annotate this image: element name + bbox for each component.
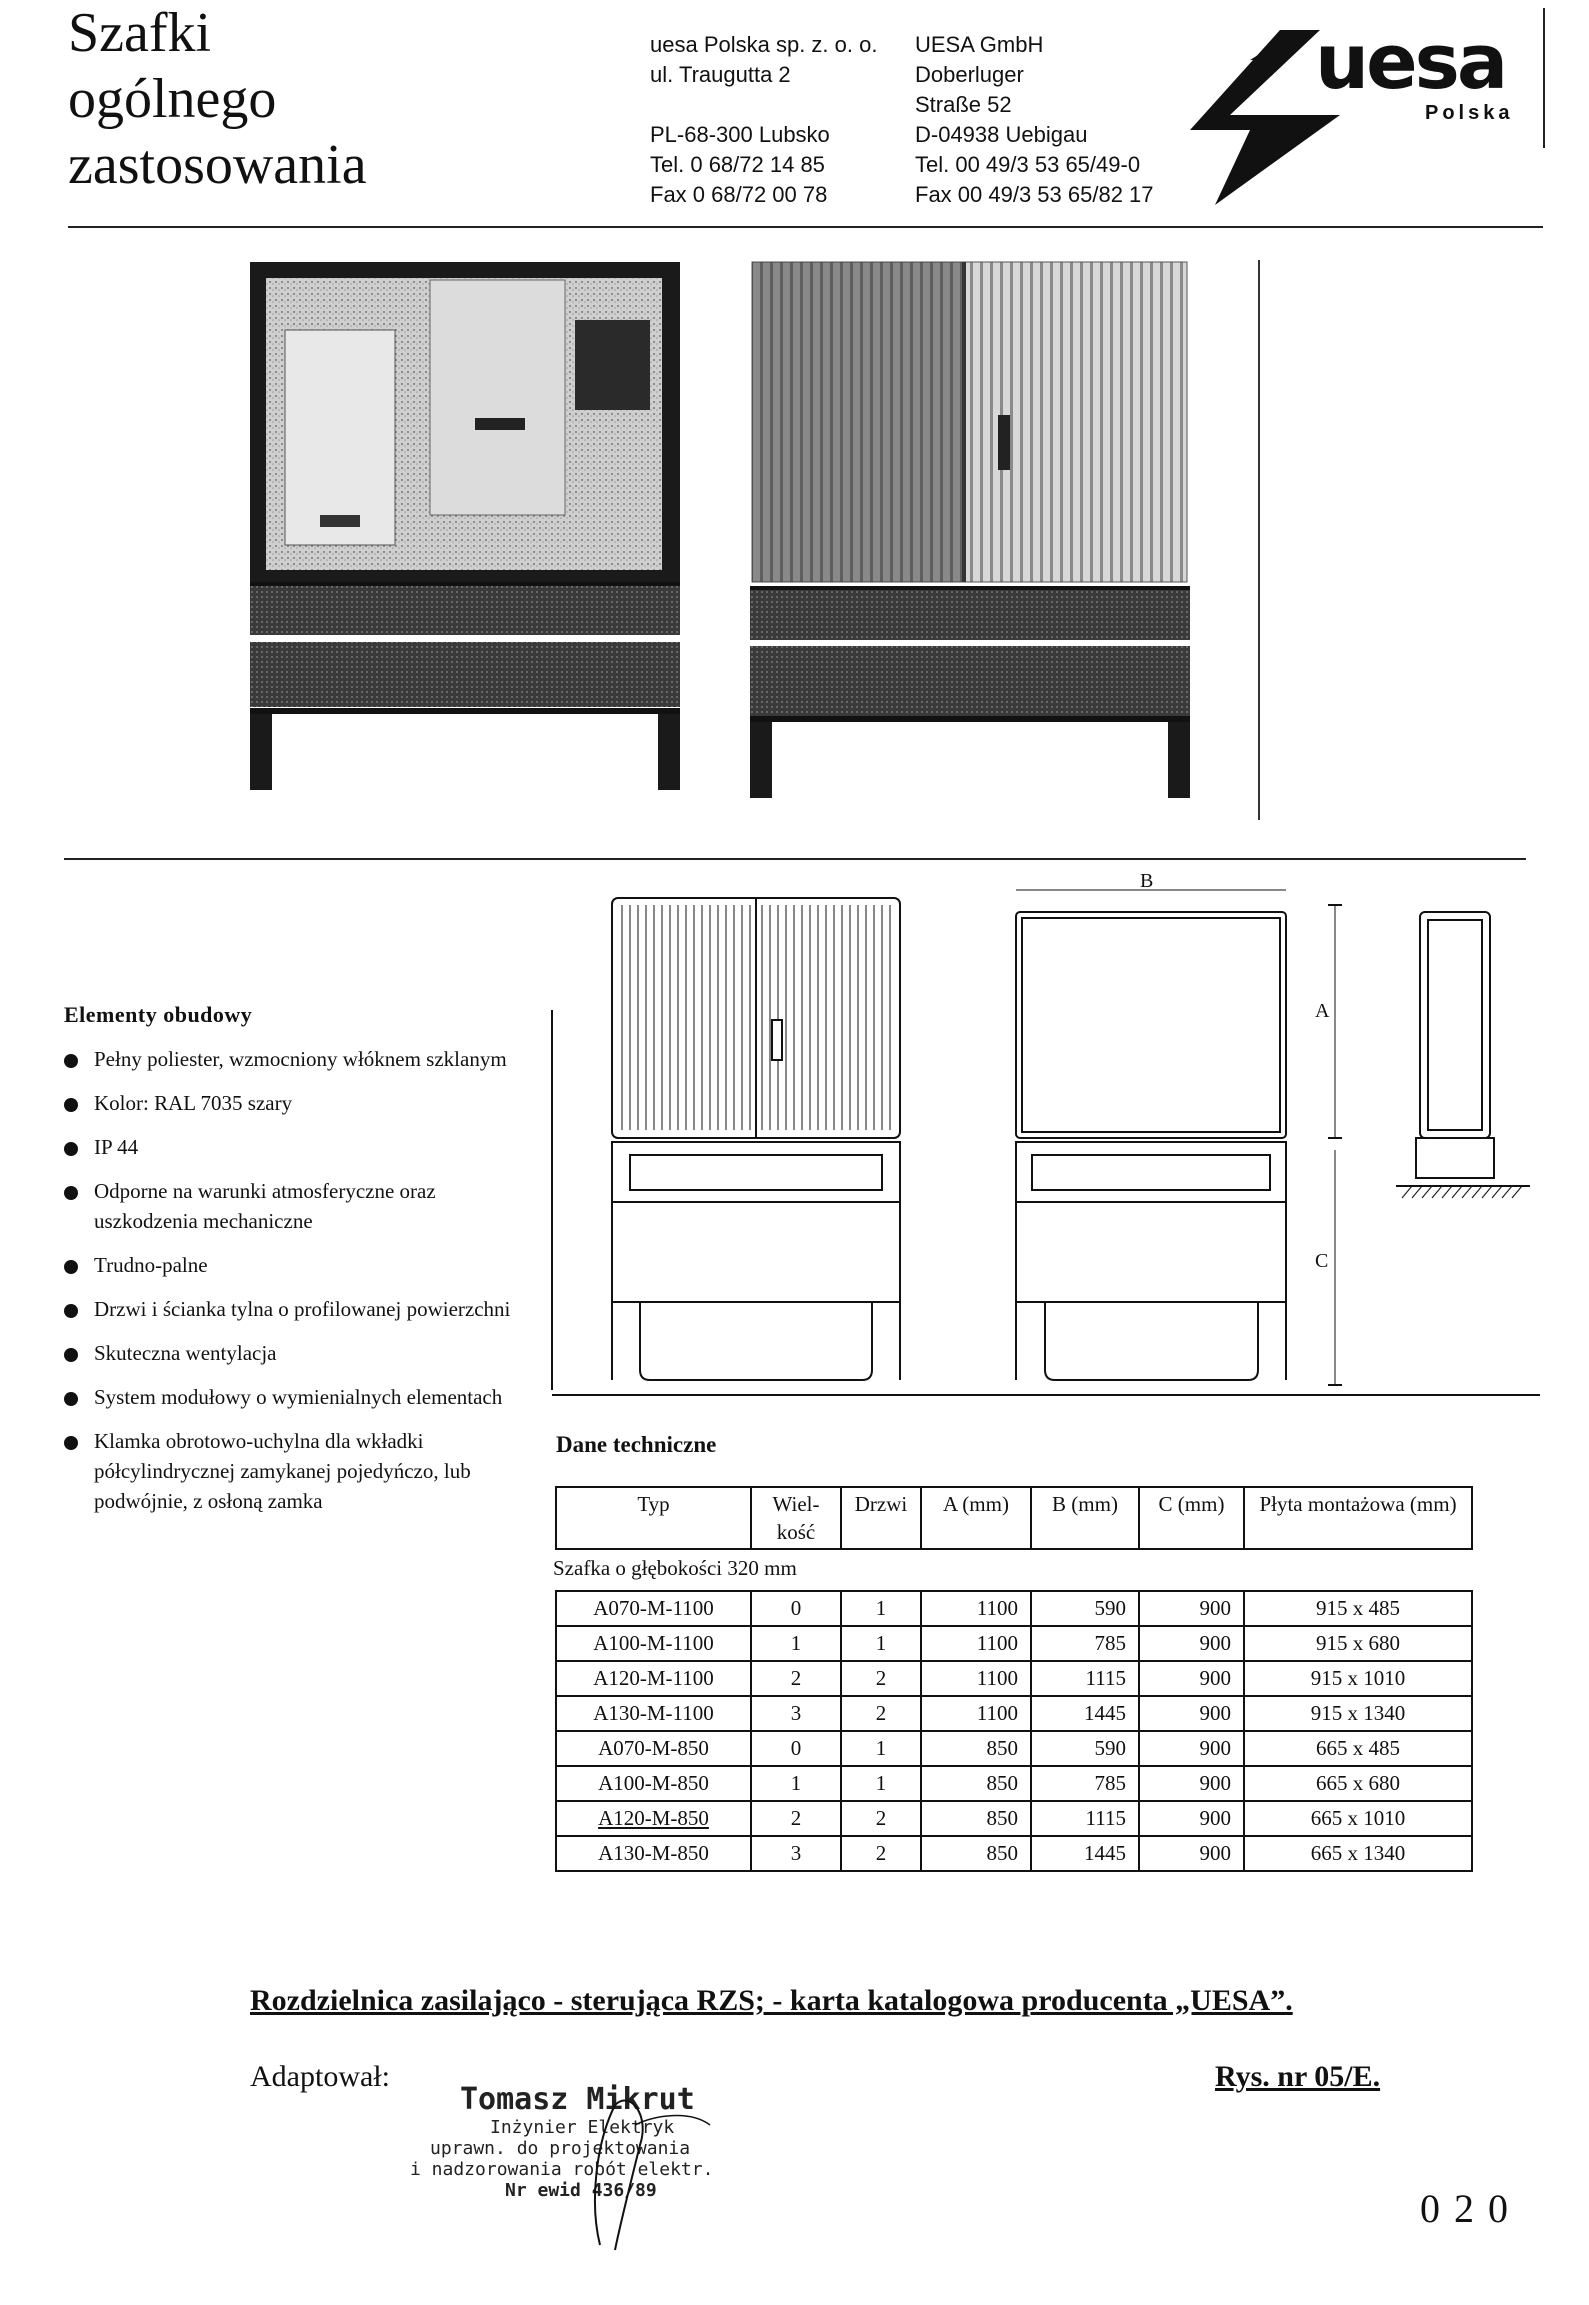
cell-b: 785 [1031, 1766, 1139, 1801]
cell-b: 1115 [1031, 1801, 1139, 1836]
cell-size: 3 [751, 1836, 841, 1871]
cell-b: 590 [1031, 1731, 1139, 1766]
address-spacer [650, 90, 877, 120]
uesa-logo [1190, 17, 1550, 210]
logo-text: uesa [1315, 17, 1506, 106]
column-header: Drzwi [841, 1487, 921, 1549]
address-polska [650, 30, 877, 210]
table-subheading: Szafka o głębokości 320 mm [553, 1556, 797, 1580]
cell-size: 1 [751, 1626, 841, 1661]
cell-a: 1100 [921, 1696, 1031, 1731]
cell-type: A100-M-1100 [556, 1626, 751, 1661]
address-line: Tel. 00 49/3 53 65/49-0 [915, 152, 1141, 177]
cell-size: 3 [751, 1696, 841, 1731]
cell-size: 2 [751, 1801, 841, 1836]
title-line-1: Szafki [68, 2, 212, 64]
cell-type: A070-M-850 [556, 1731, 751, 1766]
cell-c: 900 [1139, 1801, 1244, 1836]
column-header: A (mm) [921, 1487, 1031, 1549]
feature-item: Odporne na warunki atmosferyczne oraz uszkodzenia mechaniczne [64, 1176, 524, 1236]
stamp-line: i nadzorowania robót elektr. [410, 2159, 714, 2180]
cell-c: 900 [1139, 1591, 1244, 1626]
feature-item: Kolor: RAL 7035 szary [64, 1088, 524, 1118]
stamp-line: uprawn. do projektowania [430, 2138, 691, 2159]
photo-divider [64, 858, 1526, 860]
cell-c: 900 [1139, 1661, 1244, 1696]
cell-size: 2 [751, 1661, 841, 1696]
cell-type: A120-M-850 [556, 1801, 751, 1836]
feature-item: IP 44 [64, 1132, 524, 1162]
header-divider [68, 226, 1543, 228]
cell-b: 1115 [1031, 1661, 1139, 1696]
cell-a: 850 [921, 1731, 1031, 1766]
stamp-line: Tomasz Mikrut [460, 2082, 695, 2117]
tech-heading: Dane techniczne [556, 1432, 717, 1457]
title-line-3: zastosowania [68, 134, 367, 196]
feature-item: System modułowy o wymienialnych elementach [64, 1382, 524, 1412]
column-header: Typ [556, 1487, 751, 1549]
address-line: Straße 52 [915, 92, 1012, 117]
drawing-number: Rys. nr 05/E. [1215, 2060, 1381, 2093]
table-row [556, 1696, 1472, 1731]
cell-plate: 915 x 485 [1244, 1591, 1472, 1626]
table-row [556, 1591, 1472, 1626]
address-line: UESA GmbH [915, 32, 1044, 57]
address-line: PL-68-300 Lubsko [650, 122, 830, 147]
address-line: D-04938 Uebigau [915, 122, 1088, 147]
title-line-2: ogólnego [68, 68, 277, 130]
table-row [556, 1836, 1472, 1871]
cell-a: 1100 [921, 1591, 1031, 1626]
cell-plate: 915 x 680 [1244, 1626, 1472, 1661]
cell-plate: 665 x 1010 [1244, 1801, 1472, 1836]
signature-mark [560, 2085, 760, 2255]
table-row [556, 1731, 1472, 1766]
cell-doors: 2 [841, 1696, 921, 1731]
document-caption: Rozdzielnica zasilająco - sterująca RZS; - karta katalogowa producenta „UESA”. [250, 1984, 1293, 2017]
cell-b: 1445 [1031, 1836, 1139, 1871]
table-row [556, 1766, 1472, 1801]
tech-table-body-wrap [555, 1590, 1473, 1872]
cell-type: A100-M-850 [556, 1766, 751, 1801]
technical-drawings [540, 870, 1540, 1400]
cell-doors: 2 [841, 1836, 921, 1871]
table-row [556, 1661, 1472, 1696]
feature-item: Skuteczna wentylacja [64, 1338, 524, 1368]
address-line: uesa Polska sp. z. o. o. [650, 32, 878, 57]
dimension-label-a: A [1315, 1000, 1330, 1022]
table-header-row [556, 1487, 1472, 1549]
cell-a: 850 [921, 1836, 1031, 1871]
cell-doors: 2 [841, 1661, 921, 1696]
cell-type: A070-M-1100 [556, 1591, 751, 1626]
cell-c: 900 [1139, 1731, 1244, 1766]
tech-table [555, 1486, 1473, 1550]
logo-sub: Polska [1425, 102, 1514, 124]
address-line: Tel. 0 68/72 14 85 [650, 152, 825, 177]
cell-doors: 2 [841, 1801, 921, 1836]
cell-plate: 665 x 680 [1244, 1766, 1472, 1801]
cell-a: 850 [921, 1801, 1031, 1836]
cell-a: 1100 [921, 1626, 1031, 1661]
cell-c: 900 [1139, 1766, 1244, 1801]
cell-size: 0 [751, 1731, 841, 1766]
cell-plate: 915 x 1340 [1244, 1696, 1472, 1731]
cabinet-photo-open [250, 250, 680, 790]
cabinet-photo-closed [750, 250, 1190, 810]
address-gmbh [915, 30, 1154, 210]
address-line: ul. Traugutta 2 [650, 62, 791, 87]
cell-doors: 1 [841, 1766, 921, 1801]
page-number: 0 2 0 [1420, 2186, 1510, 2231]
table-row [556, 1626, 1472, 1661]
column-header: C (mm) [1139, 1487, 1244, 1549]
cell-plate: 915 x 1010 [1244, 1661, 1472, 1696]
stamp-line: Inżynier Elektryk [490, 2117, 675, 2138]
cell-doors: 1 [841, 1731, 921, 1766]
feature-item: Pełny poliester, wzmocniony włóknem szklanym [64, 1044, 524, 1074]
cell-type: A120-M-1100 [556, 1661, 751, 1696]
cell-doors: 1 [841, 1626, 921, 1661]
feature-item: Klamka obrotowo-uchylna dla wkładki półcylindrycznej zamykanej pojedyńczo, lub podwójnie, z osłoną zamka [64, 1426, 524, 1516]
header-edge-line [1543, 8, 1545, 148]
table-row [556, 1801, 1472, 1836]
address-line: Fax 0 68/72 00 78 [650, 182, 828, 207]
stamp-line: Nr ewid 436/89 [505, 2180, 657, 2201]
cell-size: 0 [751, 1591, 841, 1626]
cell-plate: 665 x 1340 [1244, 1836, 1472, 1871]
cell-type: A130-M-1100 [556, 1696, 751, 1731]
cell-doors: 1 [841, 1591, 921, 1626]
cell-c: 900 [1139, 1626, 1244, 1661]
cell-a: 850 [921, 1766, 1031, 1801]
feature-item: Drzwi i ścianka tylna o profilowanej powierzchni [64, 1294, 524, 1324]
feature-item: Trudno-palne [64, 1250, 524, 1280]
cell-b: 590 [1031, 1591, 1139, 1626]
cell-plate: 665 x 485 [1244, 1731, 1472, 1766]
features-list [64, 1000, 524, 1530]
tech-table-wrap [555, 1486, 1473, 1550]
dimension-label-b: B [1140, 870, 1154, 892]
photo-edge-line [1258, 260, 1260, 820]
address-line: Fax 00 49/3 53 65/82 17 [915, 182, 1154, 207]
cell-c: 900 [1139, 1836, 1244, 1871]
cell-type: A130-M-850 [556, 1836, 751, 1871]
tech-table-body [555, 1590, 1473, 1872]
column-header: Wiel-kość [751, 1487, 841, 1549]
cell-b: 1445 [1031, 1696, 1139, 1731]
adapted-label: Adaptował: [250, 2060, 390, 2093]
address-line: Doberluger [915, 62, 1024, 87]
cell-b: 785 [1031, 1626, 1139, 1661]
column-header: B (mm) [1031, 1487, 1139, 1549]
column-header: Płyta montażowa (mm) [1244, 1487, 1472, 1549]
page-title [68, 0, 367, 198]
cell-a: 1100 [921, 1661, 1031, 1696]
cell-c: 900 [1139, 1696, 1244, 1731]
features-heading: Elementy obudowy [64, 1002, 253, 1027]
dimension-label-c: C [1315, 1250, 1329, 1272]
cell-size: 1 [751, 1766, 841, 1801]
